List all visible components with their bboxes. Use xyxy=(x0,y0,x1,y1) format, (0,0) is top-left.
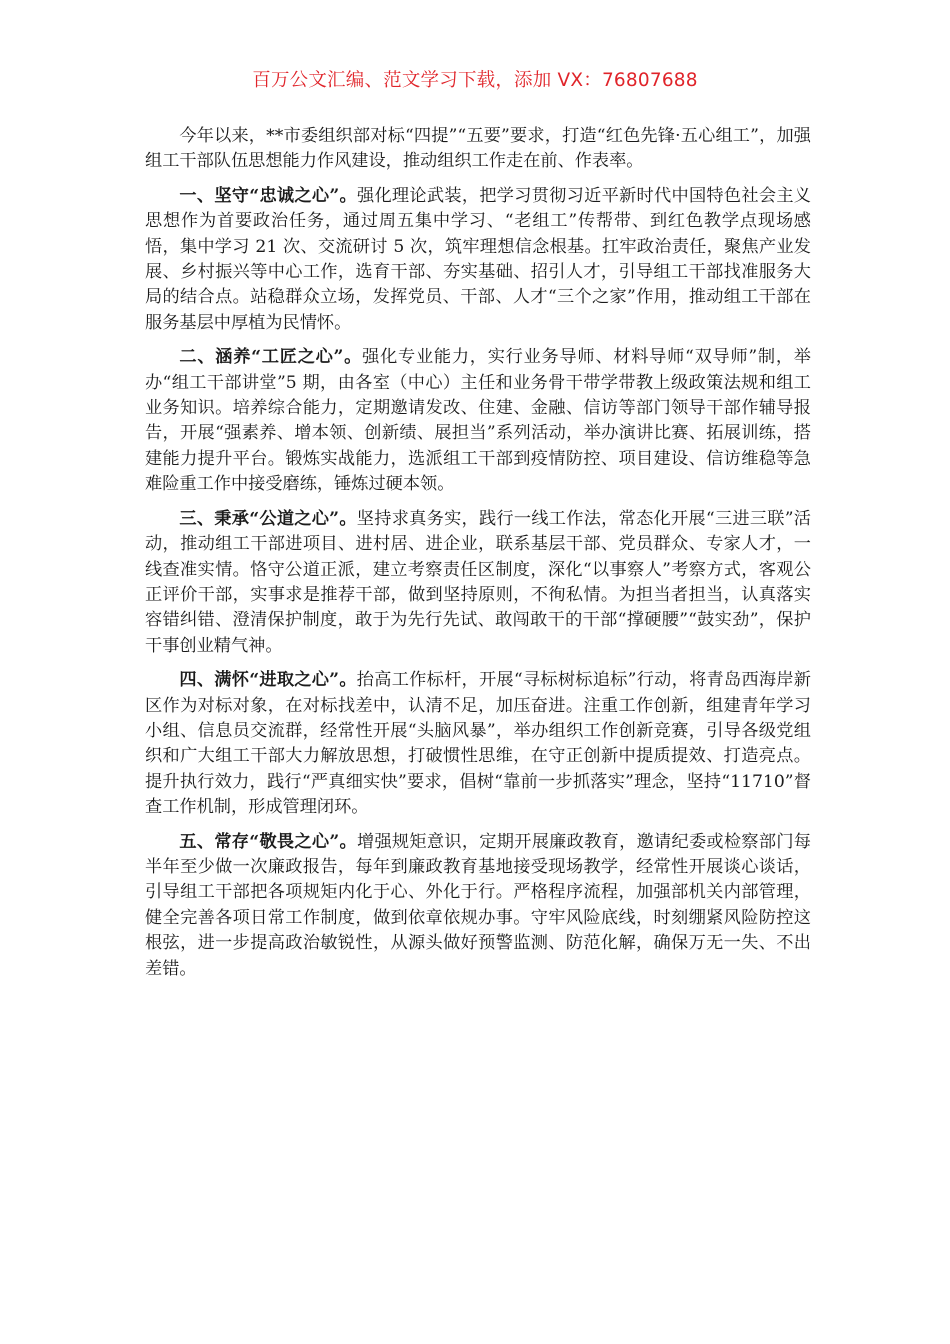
section-heading: 二、涵养“工匠之心”。 xyxy=(179,347,363,368)
document-body xyxy=(145,124,811,991)
section-paragraph xyxy=(145,830,811,982)
intro-paragraph: 今年以来，**市委组织部对标“四提”“五要”要求，打造“红色先锋·五心组工”，加强组工干部队伍思想能力作风建设，推动组织工作走在前、作表率。 xyxy=(145,126,811,172)
section-body: 抬高工作标杆，开展“寻标树标追标”行动，将青岛西海岸新区作为对标对象，在对标找差中，认清不足，加压奋进。注重工作创新，组建青年学习小组、信息员交流群，经常性开展“头脑风暴”，举办组织工作创新竞赛，引导各级党组织和广大组工干部大力解放思想，打破惯性思维，在守正创新中提质提效、打造亮点。提升执行效力，践行“严真细实快”要求，倡树“靠前一步抓落实”理念，坚持“11710”督查工作机制，形成管理闭环。 xyxy=(145,670,811,818)
section-paragraph xyxy=(145,507,811,659)
section-heading: 三、秉承“公道之心”。 xyxy=(179,508,357,529)
section-paragraph xyxy=(145,345,811,497)
section-heading: 五、常存“敬畏之心”。 xyxy=(179,831,357,852)
section-heading: 四、满怀“进取之心”。 xyxy=(179,670,357,691)
promo-banner: 百万公文汇编、范文学习下载，添加 VX：76807688 xyxy=(252,70,698,91)
section-body: 强化专业能力，实行业务导师、材料导师“双导师”制，举办“组工干部讲堂”5 期，由各室（中心）主任和业务骨干带学带教上级政策法规和组工业务知识。培养综合能力，定期邀请发改、住建、金融、信访等部门领导干部作辅导报告，开展“强素养、增本领、创新绩、展担当”系列活动，举办演讲比赛、拓展训练，搭建能力提升平台。锻炼实战能力，选派组工干部到疫情防控、项目建设、信访维稳等急难险重工作中接受磨练，锤炼过硬本领。 xyxy=(145,347,811,495)
section-paragraph xyxy=(145,184,811,336)
section-heading: 一、坚守“忠诚之心”。 xyxy=(179,185,357,206)
section-paragraph xyxy=(145,668,811,820)
section-body: 坚持求真务实，践行一线工作法，常态化开展“三进三联”活动，推动组工干部进项目、进村居、进企业，联系基层干部、党员群众、专家人才，一线查准实情。恪守公道正派，建立考察责任区制度，深化“以事察人”考察方式，客观公正评价干部，实事求是推荐干部，做到坚持原则，不徇私情。为担当者担当，认真落实容错纠错、澄清保护制度，敢于为先行先试、敢闯敢干的干部“撑硬腰”“鼓实劲”，保护干事创业精气神。 xyxy=(145,508,811,656)
section-body: 增强规矩意识，定期开展廉政教育，邀请纪委或检察部门每半年至少做一次廉政报告，每年到廉政教育基地接受现场教学，经常性开展谈心谈话，引导组工干部把各项规矩内化于心、外化于行。严格程序流程，加强部机关内部管理，健全完善各项日常工作制度，做到依章依规办事。守牢风险底线，时刻绷紧风险防控这根弦，进一步提高政治敏锐性，从源头做好预警监测、防范化解，确保万无一失、不出差错。 xyxy=(145,831,811,979)
section-body: 强化理论武装，把学习贯彻习近平新时代中国特色社会主义思想作为首要政治任务，通过周五集中学习、“老组工”传帮带、到红色教学点现场感悟，集中学习 21 次、交流研讨 5 次，筑牢理想信念根基。扛牢政治责任，聚焦产业发展、乡村振兴等中心工作，选育干部、夯实基础、招引人才，引导组工干部找准服务大局的结合点。站稳群众立场，发挥党员、干部、人才“三个之家”作用，推动组工干部在服务基层中厚植为民情怀。 xyxy=(145,185,811,333)
